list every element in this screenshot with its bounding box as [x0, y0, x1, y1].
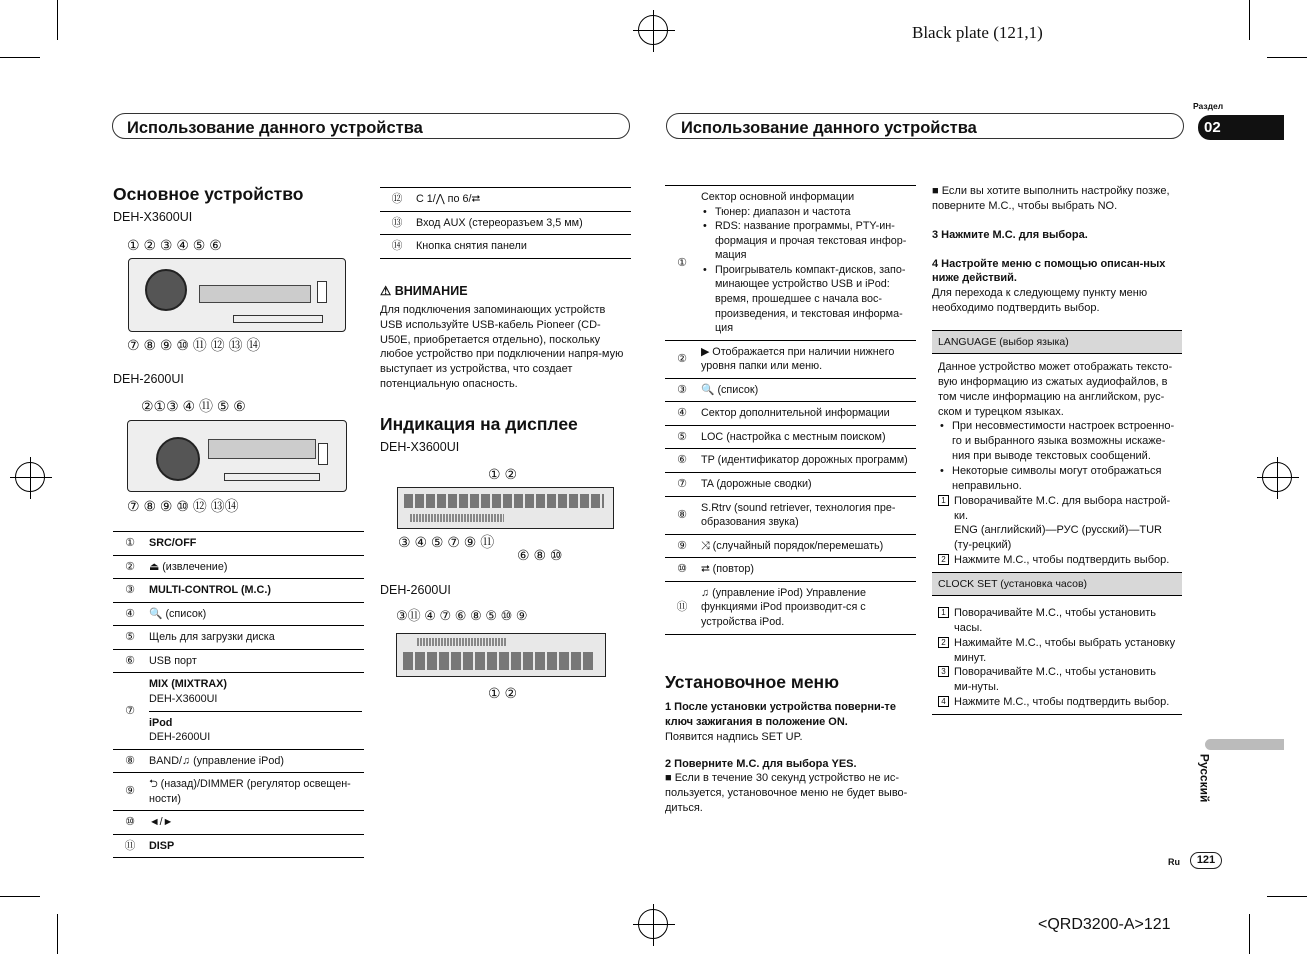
- preset-buttons: [224, 473, 320, 481]
- display-title: Индикация на дисплее: [380, 414, 578, 434]
- step-number: 3: [938, 666, 949, 677]
- step-number: 1: [938, 607, 949, 618]
- row-text: ⮂ (повтор): [699, 558, 916, 582]
- caution-title: ВНИМАНИЕ: [394, 284, 468, 298]
- row-text: Щель для загрузки диска: [147, 626, 364, 650]
- language-heading: LANGUAGE (выбор языка): [932, 330, 1182, 354]
- step-number: 2: [938, 637, 949, 648]
- step-number: 2: [938, 554, 949, 565]
- display-diagram-x3600: [397, 487, 614, 529]
- row-text: DEH-2600UI: [149, 731, 211, 744]
- diagram-callouts: ① ②: [488, 685, 517, 701]
- row-number: ②: [113, 555, 147, 579]
- row-number: ④: [113, 602, 147, 626]
- row-text: MIX (MIXTRAX): [149, 678, 227, 691]
- setup-continued: [932, 184, 1182, 715]
- row-number: ⑩: [113, 811, 147, 835]
- section-tab: 02: [1198, 115, 1284, 140]
- diagram-callouts: ③ ④ ⑤ ⑦ ⑨ ⑪: [398, 534, 495, 550]
- header-right: Использование данного устройства: [666, 113, 1184, 139]
- display-window: [208, 439, 316, 459]
- row-number: ①: [113, 532, 147, 556]
- diagram-callouts: ⑦ ⑧ ⑨ ⑩ ⑫ ⑬⑭: [127, 498, 239, 514]
- row-number: ⑨: [665, 534, 699, 558]
- step-text: 3 Нажмите M.C. для выбора.: [932, 228, 1088, 241]
- warning-icon: ⚠: [380, 284, 392, 298]
- row-number: ④: [665, 402, 699, 426]
- device-diagram-2600: [127, 420, 347, 492]
- diagram-callouts: ① ②: [488, 466, 517, 482]
- crop-mark: [1249, 914, 1250, 954]
- section-label: Раздел: [1193, 101, 1224, 111]
- model-label: DEH-X3600UI: [380, 440, 460, 454]
- row-text: BAND/♫ (управление iPod): [147, 749, 364, 773]
- row-text: С 1/⋀ по 6/⮂: [414, 188, 631, 212]
- step-text: Нажмите M.C., чтобы подтвердить выбор.: [954, 554, 1170, 567]
- main-unit-title: Основное устройство: [113, 184, 304, 204]
- row-number: ⑫: [380, 188, 414, 212]
- diagram-callouts: ②①③ ④ ⑪ ⑤ ⑥: [141, 398, 246, 414]
- row-number: ⑧: [665, 496, 699, 534]
- preset-buttons: [233, 315, 323, 323]
- display-window: [199, 285, 311, 303]
- model-label: DEH-2600UI: [113, 372, 184, 386]
- registration-mark: [15, 462, 45, 492]
- step-number: 4: [938, 696, 949, 707]
- device-diagram-x3600: [128, 258, 346, 332]
- bullet-item: • При несовместимости настроек встроенно-го и выбранного языка возможны искаже-ния при выводе текстовых сообщений.: [938, 419, 1176, 464]
- row-number: ⑬: [380, 211, 414, 235]
- row-number: ③: [113, 579, 147, 603]
- sub-segment-row: [410, 514, 504, 522]
- caution-text: Для подключения запоминающих устройств USB используйте USB-кабель Pioneer (CD-U50E, приобретается отдельно), поскольку любое устройство при подключении напря-мую выступает из устройства, что создает потенциальную опасность.: [380, 303, 624, 391]
- diagram-callouts: ③⑪ ④ ⑦ ⑥ ⑧ ⑤ ⑩ ⑨: [396, 608, 528, 623]
- note-text: ■ Если в течение 30 секунд устройство не ис-пользуется, установочное меню не будет выво-диться.: [665, 772, 908, 815]
- row-text: DISP: [149, 839, 175, 852]
- row-number: ②: [665, 340, 699, 378]
- bullet-item: • Проигрыватель компакт-дисков, запо-минающее устройство USB и iPod: время, прошедшее с начала вос-произведения, и текстовая информа-ция: [701, 263, 914, 336]
- row-text: Сектор основной информации: [701, 191, 855, 203]
- row-number: ⑧: [113, 749, 147, 773]
- crop-mark: [57, 0, 58, 40]
- step-text: ENG (английский)—РУС (русский)—TUR (ту-рецкий): [954, 524, 1162, 552]
- segment-row: [403, 652, 593, 670]
- step-text: Появится надпись SET UP.: [665, 730, 803, 743]
- main-unit-table-cont: [380, 187, 631, 259]
- usb-port: [318, 443, 328, 465]
- row-text: TP (идентификатор дорожных программ): [699, 449, 916, 473]
- row-number: ⑤: [113, 626, 147, 650]
- row-text: TA (дорожные сводки): [699, 473, 916, 497]
- step-text: Поворачивайте M.C., чтобы установить часы.: [954, 607, 1157, 634]
- row-number: ⑨: [113, 773, 147, 811]
- step-text: Нажимайте M.C., чтобы выбрать установку минут.: [954, 636, 1176, 664]
- crop-mark: [1267, 896, 1307, 897]
- setup-menu-title: Установочное меню: [665, 672, 840, 692]
- language-text: Данное устройство может отображать тексто-вую информацию из сжатых аудиофайлов, в том числе информацию на английском, рус-ском и турецком языках.: [938, 361, 1173, 418]
- row-number: ⑪: [665, 581, 699, 634]
- row-number: ⑦: [665, 473, 699, 497]
- row-text: Сектор дополнительной информации: [699, 402, 916, 426]
- row-text: MULTI-CONTROL (M.C.): [149, 584, 271, 597]
- row-number: ①: [665, 186, 699, 341]
- clock-heading: CLOCK SET (установка часов): [932, 572, 1182, 596]
- diagram-callouts: ⑦ ⑧ ⑨ ⑩ ⑪ ⑫ ⑬ ⑭: [127, 337, 261, 353]
- main-unit-table: [113, 531, 364, 858]
- row-text: DEH-X3600UI: [149, 692, 218, 705]
- crop-mark: [1267, 57, 1307, 58]
- row-number: ⑤: [665, 425, 699, 449]
- row-number: ⑪: [113, 834, 147, 858]
- crop-mark: [0, 896, 40, 897]
- row-text: 🔍 (список): [147, 602, 364, 626]
- row-text: ⏏ (извлечение): [147, 555, 364, 579]
- row-number: ⑦: [113, 673, 147, 749]
- footer-code: <QRD3200-A>121: [1038, 916, 1171, 933]
- row-number: ⑩: [665, 558, 699, 582]
- header-left: Использование данного устройства: [112, 113, 630, 139]
- registration-mark: [638, 909, 668, 939]
- row-text: ♫ (управление iPod) Управление функциями iPod производит-ся с устройства iPod.: [699, 581, 916, 634]
- step-text: 1 После установки устройства поверни-те ключ зажигания в положение ON.: [665, 701, 896, 728]
- row-text: Вход AUX (стереоразъем 3,5 мм): [414, 211, 631, 235]
- row-text: 🔍 (список): [699, 378, 916, 402]
- row-text: SRC/OFF: [149, 537, 197, 549]
- segment-row: [404, 494, 604, 508]
- bullet-item: • RDS: название программы, PTY-ин-формация и прочая текстовая инфор-мация: [701, 219, 914, 263]
- step-text: Для перехода к следующему пункту меню необходимо подтвердить выбор.: [932, 287, 1148, 315]
- registration-mark: [638, 15, 668, 45]
- bullet-item: • Некоторые символы могут отображаться неправильно.: [938, 464, 1176, 494]
- step-text: Нажмите M.C., чтобы подтвердить выбор.: [954, 696, 1170, 709]
- registration-mark: [1262, 462, 1292, 492]
- sub-segment-row: [417, 638, 507, 646]
- row-text: ⤨ (случайный порядок/перемешать): [699, 534, 916, 558]
- step-text: Поворачивайте M.C., чтобы установить ми-нуты.: [954, 666, 1157, 694]
- page-number: 121: [1190, 852, 1222, 869]
- lang-code: Ru: [1168, 857, 1180, 867]
- bullet-item: • Тюнер: диапазон и частота: [701, 205, 914, 220]
- row-number: ⑥: [113, 649, 147, 673]
- row-text: iPod: [149, 716, 173, 729]
- step-number: 1: [938, 495, 949, 506]
- multi-control-knob: [145, 269, 187, 311]
- note-text: ■ Если вы хотите выполнить настройку позже, поверните M.C., чтобы выбрать NO.: [932, 185, 1170, 212]
- multi-control-knob: [156, 437, 200, 481]
- display-diagram-2600: [396, 633, 606, 677]
- row-number: ⑥: [665, 449, 699, 473]
- row-text: ▶ Отображается при наличии нижнего уровня папки или меню.: [699, 340, 916, 378]
- language-tab: Русский: [1197, 753, 1212, 803]
- crop-mark: [57, 914, 58, 954]
- model-label: DEH-X3600UI: [113, 210, 193, 224]
- row-number: ③: [665, 378, 699, 402]
- setup-steps: [665, 700, 916, 816]
- row-text: Кнопка снятия панели: [414, 235, 631, 259]
- caution-block: [380, 283, 631, 392]
- model-label: DEH-2600UI: [380, 583, 451, 597]
- row-text: USB порт: [147, 649, 364, 673]
- row-text: ◄/►: [147, 811, 364, 835]
- step-text: 2 Поверните M.C. для выбора YES.: [665, 757, 857, 770]
- usb-port: [317, 281, 327, 303]
- crop-mark: [0, 57, 40, 58]
- row-text: LOC (настройка с местным поиском): [699, 425, 916, 449]
- diagram-callouts: ① ② ③ ④ ⑤ ⑥: [127, 237, 222, 253]
- language-tab-bar: [1205, 739, 1284, 750]
- row-text: ⮌ (назад)/DIMMER (регулятор освещен-ности): [147, 773, 364, 811]
- step-text: Поворачивайте M.C. для выбора настрой-ки.: [954, 494, 1171, 522]
- diagram-callouts: ⑥ ⑧ ⑩: [517, 547, 563, 563]
- row-number: ⑭: [380, 235, 414, 259]
- crop-mark: [1249, 0, 1250, 40]
- step-text: 4 Настройте меню с помощью описан-ных ниже действий.: [932, 257, 1166, 285]
- row-text: S.Rtrv (sound retriever, технология пре-образования звука): [699, 496, 916, 534]
- display-table: [665, 185, 916, 635]
- plate-label: Black plate (121,1): [912, 23, 1043, 42]
